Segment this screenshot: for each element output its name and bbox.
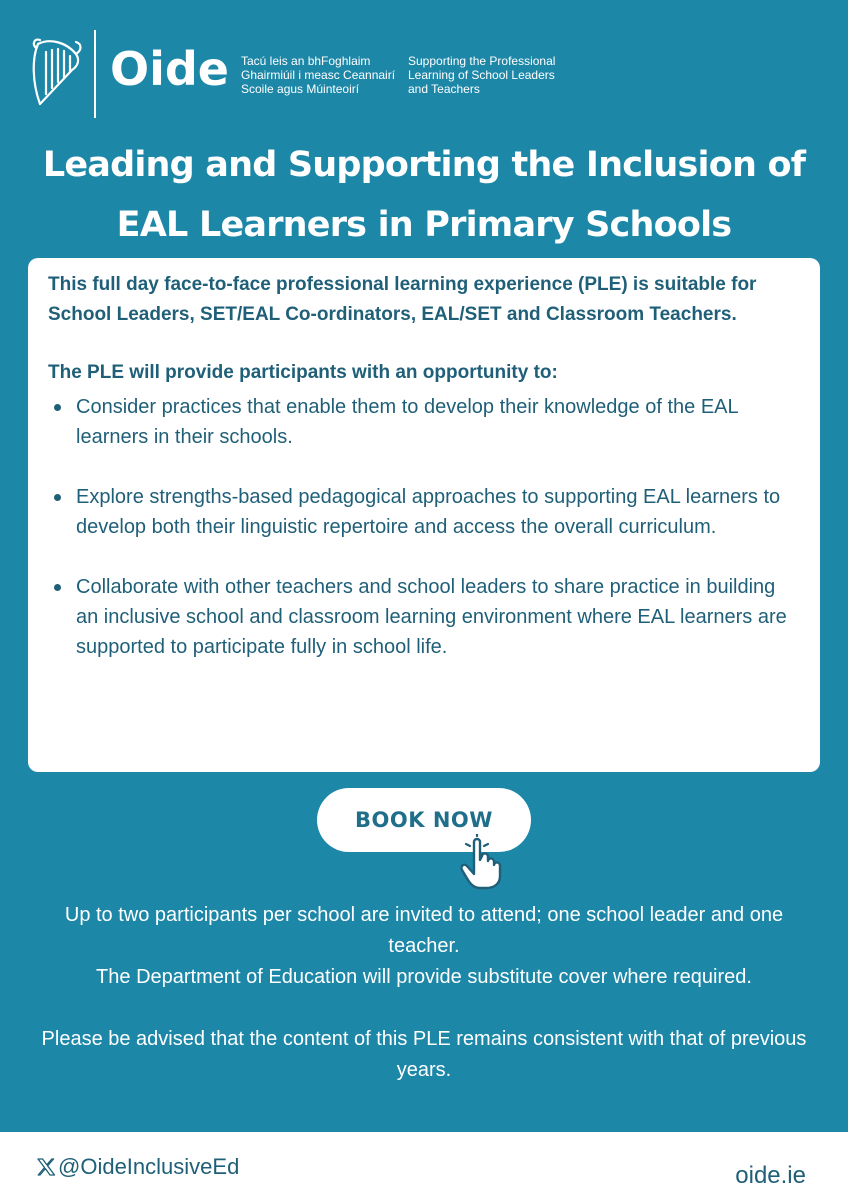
intro-text: This full day face-to-face professional learning experience (PLE) is suitable for School Leaders, SET/EAL Co-ordinators, EAL/SET and Classroom Teachers. — [48, 274, 757, 325]
objectives-list — [48, 392, 794, 662]
list-item — [48, 482, 794, 542]
tagline-irish — [241, 54, 401, 96]
harp-icon — [28, 34, 84, 114]
tagline-irish-line: Scoile agus Múinteoirí — [241, 82, 360, 96]
tagline-english-line: Supporting the Professional — [408, 54, 556, 68]
tagline-english-line: and Teachers — [408, 82, 480, 96]
book-now-label: BOOK NOW — [355, 808, 493, 832]
social-handle: @OideInclusiveEd — [58, 1154, 240, 1179]
bullet-icon — [54, 584, 61, 591]
tagline-irish-line: Tacú leis an bhFoghlaim — [241, 54, 371, 68]
advisory-text: Please be advised that the content of this PLE remains consistent with that of previous years. — [41, 1028, 807, 1081]
tagline-irish-line: Ghairmiúil i measc Ceannairí — [241, 68, 396, 82]
tagline-english — [408, 54, 568, 96]
list-item-text: Explore strengths-based pedagogical approaches to supporting EAL learners to develop both their linguistic repertoire and access the overall curriculum. — [76, 486, 781, 538]
tagline-english-line: Learning of School Leaders — [408, 68, 555, 82]
header — [0, 0, 848, 130]
footer — [0, 1132, 848, 1200]
x-icon — [36, 1157, 56, 1177]
participants-text: Up to two participants per school are invited to attend; one school leader and one teacher. — [64, 904, 784, 957]
social-handle-link[interactable] — [36, 1154, 239, 1180]
website-link[interactable]: oide.ie — [735, 1162, 806, 1189]
info-card — [28, 258, 820, 772]
title-line: EAL Learners in Primary Schools — [116, 205, 732, 245]
objectives-heading: The PLE will provide participants with an opportunity to: — [48, 362, 558, 383]
title-line: Leading and Supporting the Inclusion of — [42, 145, 806, 185]
list-item — [48, 572, 794, 662]
substitute-cover-text: The Department of Education will provide substitute cover where required. — [96, 966, 752, 988]
list-item — [48, 392, 794, 452]
logo-divider — [94, 30, 96, 118]
page-title — [20, 135, 828, 255]
spacer — [30, 993, 818, 1024]
bullet-icon — [54, 404, 61, 411]
list-item-text: Consider practices that enable them to develop their knowledge of the EAL learners in their schools. — [76, 396, 738, 448]
participation-info — [30, 900, 818, 1086]
list-item-text: Collaborate with other teachers and school leaders to share practice in building an inclusive school and classroom learning environment where EAL learners are supported to participate fully in school life. — [76, 576, 787, 658]
bullet-icon — [54, 494, 61, 501]
brand-name: Oide — [110, 42, 229, 96]
pointer-hand-icon — [456, 834, 508, 890]
